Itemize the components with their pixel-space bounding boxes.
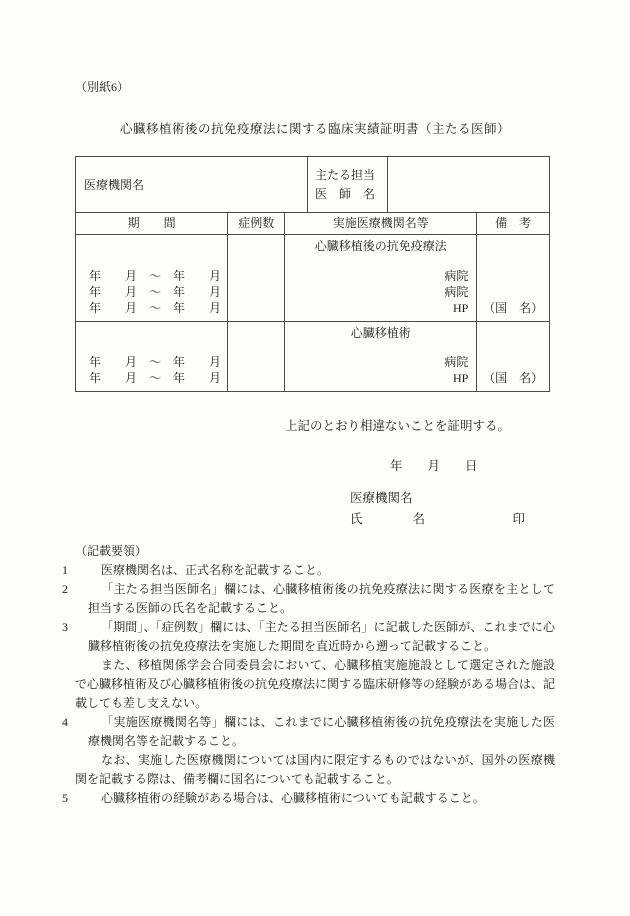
certification-date-line: 年 月 日	[390, 459, 478, 473]
header-institutions: 実施医療機関名等	[285, 213, 477, 234]
primary-physician-name-field	[388, 157, 549, 212]
institutions-column	[285, 235, 477, 321]
period-row: 年 月 ～ 年 月	[89, 269, 222, 283]
period-column	[76, 235, 228, 321]
institution-name-label: 医療機関名	[84, 178, 145, 192]
certification-institution-label: 医療機関名	[350, 491, 413, 505]
institutions-column	[285, 322, 477, 391]
identification-row	[76, 157, 549, 213]
note-continuation-3: また、移植関係学会合同委員会において、心臓移植実施施設として選定された施設で心臓移植術及び心臓移植術後の抗免疫療法に関する臨床研修等の経験がある場合は、記載しても差し支えない。	[75, 658, 556, 710]
note-number: 4	[62, 715, 68, 729]
note-text: 「期間」、「症例数」欄には、「主たる担当医師名」に記載した医師が、これまでに心臓移植術後の抗免疫療法を実施した期間を直近時から遡って記載すること。	[88, 620, 555, 653]
section-transplant-surgery	[76, 322, 549, 391]
note-item-5	[62, 789, 555, 808]
certification-name-line	[350, 510, 525, 528]
note-text: 医療機関名は、正式名称を記載すること。	[101, 563, 330, 577]
notes-heading: （記載要領）	[75, 544, 148, 558]
remarks-column	[477, 322, 549, 391]
cases-column	[228, 235, 285, 321]
institution-suffix: HP	[452, 301, 469, 315]
note-continuation-4: なお、実施した医療機関については国内に限定するものではないが、国外の医療機関を記載する際は、備考欄に国名についても記載すること。	[75, 753, 555, 786]
attachment-label: （別紙6）	[75, 80, 130, 94]
note-item-4	[62, 713, 555, 751]
note-number: 5	[62, 791, 68, 805]
document-title: 心臓移植術後の抗免疫療法に関する臨床実績証明書（主たる医師）	[119, 122, 510, 136]
primary-physician-label-line2: 医 師 名	[315, 186, 376, 201]
note-text: 「主たる担当医師名」欄には、心臓移植術後の抗免疫療法に関する医療を主として担当する医師の氏名を記載すること。	[88, 582, 555, 615]
period-row: 年 月 ～ 年 月	[89, 371, 222, 385]
column-header-row	[76, 213, 549, 235]
header-remarks: 備 考	[495, 216, 532, 230]
note-number: 1	[62, 563, 68, 577]
name-label: 氏 名	[350, 512, 426, 526]
primary-physician-label-cell	[308, 157, 388, 212]
institution-suffix: HP	[452, 371, 469, 385]
header-period: 期 間	[76, 213, 228, 234]
note-text: 「実施医療機関名等」欄には、これまでに心臓移植術後の抗免疫療法を実施した医療機関名等を記載すること。	[88, 715, 555, 748]
period-column	[76, 322, 228, 391]
period-row: 年 月 ～ 年 月	[89, 301, 222, 315]
institution-name-cell	[76, 157, 308, 212]
institution-suffix: 病院	[444, 355, 469, 369]
note-number: 3	[62, 620, 68, 634]
filling-instructions	[62, 542, 556, 808]
note-item-1	[62, 561, 555, 580]
remark-country: （国 名）	[483, 301, 544, 315]
note-text: 心臓移植術の経験がある場合は、心臓移植術についても記載すること。	[101, 791, 485, 805]
period-row: 年 月 ～ 年 月	[89, 355, 222, 369]
header-cases: 症例数	[228, 213, 285, 234]
primary-physician-label-line1: 主たる担当	[315, 167, 376, 182]
period-row: 年 月 ～ 年 月	[89, 285, 222, 299]
cases-column	[228, 322, 285, 391]
remarks-column	[477, 235, 549, 321]
section-title: 心臓移植後の抗免疫療法	[314, 239, 447, 253]
experience-form-table	[75, 156, 550, 392]
section-immunotherapy	[76, 235, 549, 322]
section-title: 心臓移植術	[350, 326, 411, 340]
remark-country: （国 名）	[483, 371, 544, 385]
note-item-2	[62, 580, 555, 618]
note-number: 2	[62, 582, 68, 596]
seal-label: 印	[512, 512, 525, 526]
institution-suffix: 病院	[444, 269, 469, 283]
certification-statement: 上記のとおり相違ないことを証明する。	[285, 419, 511, 433]
institution-suffix: 病院	[444, 285, 469, 299]
note-item-3	[62, 618, 555, 656]
